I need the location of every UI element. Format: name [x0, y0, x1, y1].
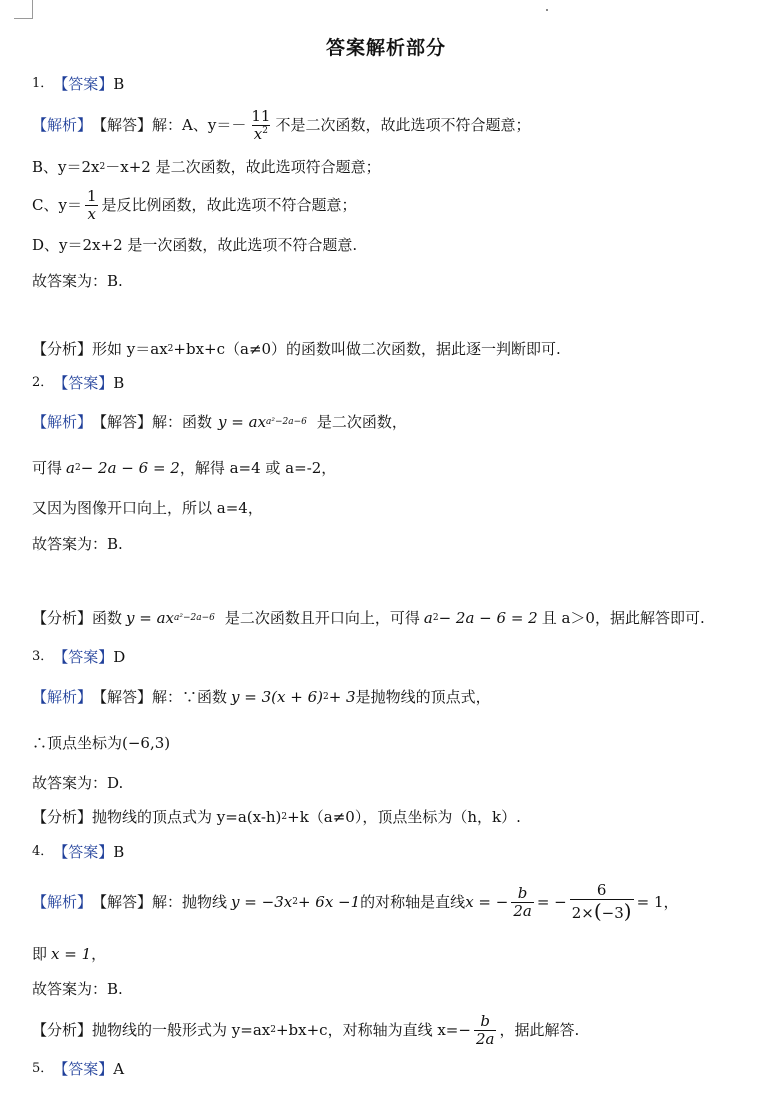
- q3-answer-line: 3． 【答案】 D: [32, 648, 126, 666]
- q4-analysis: 【分析】 抛物线的一般形式为 y=ax 2 +bx+c，对称轴为直线 x=− $\frac{b}{2a}$ ，据此解答.: [32, 1011, 580, 1048]
- q5-answer-line: 5． 【答案】 A: [32, 1060, 125, 1078]
- q3-solution-2: ∴顶点坐标为(−6,3): [32, 734, 171, 752]
- q2-solution-1: 【解析】 【解答】 解：函数 y = ax a²−2a−6 是二次函数，: [32, 413, 407, 431]
- q4-solution-1: 【解析】 【解答】 解：抛物线 y = −3x 2 + 6x −1 的对称轴是直线 x = − $\frac{b}{2a}$ = − $\frac{6}{2\times(-3)}$ = 1 ，: [32, 881, 679, 923]
- q2-solution-3: 又因为图像开口向上，所以 a=4，: [32, 499, 263, 517]
- q1-solution-a: 【解析】 【解答】 解：A、y＝－ $\frac{11}{x^2}$ 不是二次函数，故此选项不符合题意；: [32, 106, 531, 143]
- q2-answer-line: 2． 【答案】 B: [32, 374, 125, 392]
- q3-solution-1: 【解析】 【解答】 解：∵函数 y = 3(x + 6) 2 + 3 是抛物线的顶点式，: [32, 688, 491, 706]
- q1-solution-d: D、y＝2x+2 是一次函数，故此选项不符合题意.: [32, 236, 358, 254]
- q1-answer-line: 1． 【答案】 B: [32, 75, 125, 93]
- fraction: $\frac{b}{2a}$: [513, 883, 532, 920]
- q2-solution-2: 可得 a 2 − 2a − 6 = 2 ，解得 a=4 或 a=-2，: [32, 459, 337, 477]
- fraction: $\frac{1}{x}$: [86, 186, 97, 223]
- fraction: $\frac{6}{2\times(-3)}$: [571, 881, 632, 923]
- q2-analysis: 【分析】 函数 y = ax a²−2a−6 是二次函数且开口向上，可得 a 2 − 2a − 6 = 2 且 a＞0，据此解答即可.: [32, 609, 705, 627]
- q1-solution-c: C、y＝ $\frac{1}{x}$ 是反比例函数，故此选项不符合题意；: [32, 186, 357, 223]
- q1-conclusion: 故答案为：B.: [32, 272, 123, 290]
- fraction: $\frac{b}{2a}$: [475, 1011, 495, 1048]
- page-title: 答案解析部分: [325, 37, 446, 59]
- q4-conclusion: 故答案为：B.: [32, 980, 123, 998]
- q4-answer-line: 4． 【答案】 B: [32, 843, 125, 861]
- page-corner-mark: [14, 0, 33, 19]
- q1-solution-b: B、y＝2x 2 －x+2 是二次函数，故此选项符合题意；: [32, 158, 381, 176]
- q1-analysis: 【分析】 形如 y＝ax 2 +bx+c（a≠0）的函数叫做二次函数，据此逐一判断即可.: [32, 340, 561, 358]
- q4-solution-2: 即 x = 1 ，: [32, 945, 107, 963]
- fraction: $\frac{11}{x^2}$: [251, 106, 271, 143]
- page-dot: [546, 9, 548, 11]
- q3-conclusion: 故答案为：D.: [32, 774, 124, 792]
- q2-conclusion: 故答案为：B.: [32, 535, 123, 553]
- q3-analysis: 【分析】 抛物线的顶点式为 y=a(x-h) 2 +k（a≠0），顶点坐标为（h，k）.: [32, 808, 521, 826]
